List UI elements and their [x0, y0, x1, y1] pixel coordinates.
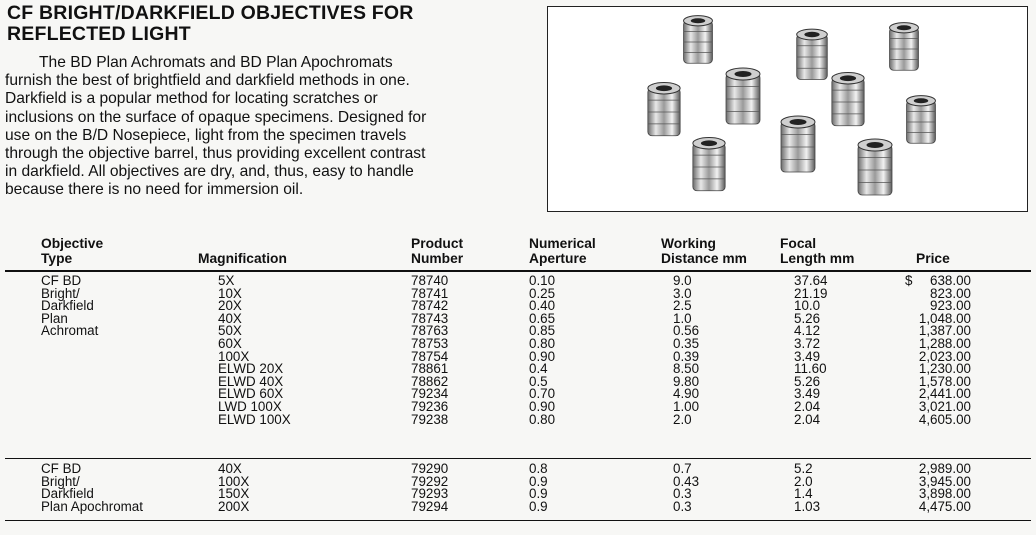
focal-length-cell: 2.04 [794, 411, 821, 427]
magnification-cell: LWD 100X [218, 398, 282, 414]
objective-type-line: CF BD [41, 461, 82, 476]
focal-length-cell: 3.49 [794, 386, 821, 402]
objective-lens-icon [890, 23, 919, 71]
objective-type-line: Plan [41, 310, 68, 326]
product-number-cell: 79294 [411, 498, 449, 514]
product-number-cell: 78862 [411, 373, 449, 389]
focal-length-cell: 37.64 [794, 273, 828, 288]
focal-length-cell: 2.04 [794, 398, 821, 414]
working-distance-cell: 9.80 [673, 373, 700, 389]
price-cell: 2,989.00 [918, 461, 971, 476]
focal-length-cell: 5.26 [794, 310, 821, 326]
focal-length-cell: 3.72 [794, 335, 821, 351]
focal-length-cell: 5.2 [794, 461, 813, 476]
wd-column [673, 275, 699, 426]
magnification-column [218, 463, 249, 513]
objective-lens-icon [781, 116, 815, 172]
focal-length-cell: 2.0 [794, 473, 813, 489]
header-focal-length: Focal Length mm [780, 236, 855, 266]
price-column [885, 275, 971, 426]
objective-type-line: Plan Apochromat [41, 498, 143, 514]
numerical-aperture-cell: 0.80 [529, 335, 556, 351]
price-cell: 3,021.00 [918, 398, 971, 414]
focal-length-cell: 10.0 [794, 298, 821, 314]
working-distance-cell: 2.5 [673, 298, 692, 314]
numerical-aperture-cell: 0.4 [529, 361, 548, 377]
magnification-cell: ELWD 100X [218, 411, 291, 427]
objective-lens-icon [832, 73, 864, 126]
na-column [529, 463, 548, 513]
working-distance-cell: 4.90 [673, 386, 700, 402]
numerical-aperture-cell: 0.8 [529, 461, 548, 476]
product-column [411, 463, 448, 513]
product-number-cell: 79234 [411, 386, 449, 402]
price-cell: 1,048.00 [918, 310, 971, 326]
focal-length-cell: 1.4 [794, 486, 813, 502]
product-number-cell: 78742 [411, 298, 449, 314]
intro-line: Darkfield is a popular method for locating scratches or [5, 90, 378, 108]
product-number-cell: 79292 [411, 473, 449, 489]
header-rule [5, 270, 1031, 272]
price-column [885, 463, 971, 513]
objective-type-line: Darkfield [41, 298, 94, 314]
price-cell: 1,578.00 [918, 373, 971, 389]
intro-line: through the objective barrel, thus providing excellent contrast [5, 145, 426, 163]
product-number-cell: 78743 [411, 310, 449, 326]
working-distance-cell: 3.0 [673, 285, 692, 301]
table-header [5, 234, 1031, 270]
magnification-cell: 40X [218, 310, 242, 326]
magnification-cell: 50X [218, 323, 242, 339]
product-number-cell: 78861 [411, 361, 449, 377]
focal-length-cell: 1.03 [794, 498, 821, 514]
price-cell: 4,475.00 [918, 498, 971, 514]
objective-lens-icon [648, 83, 680, 136]
intro-line: furnish the best of brightfield and darkfield methods in one. [5, 72, 410, 90]
header-objective-type: Objective Type [41, 236, 104, 266]
numerical-aperture-cell: 0.9 [529, 498, 548, 514]
product-number-cell: 79238 [411, 411, 449, 427]
numerical-aperture-cell: 0.80 [529, 411, 556, 427]
magnification-cell: 100X [218, 473, 250, 489]
price-cell: 2,023.00 [918, 348, 971, 364]
product-number-cell: 79290 [411, 461, 449, 476]
product-number-cell: 78741 [411, 285, 449, 301]
intro-line: The BD Plan Achromats and BD Plan Apochromats [39, 54, 393, 71]
heading-line-2: REFLECTED LIGHT [7, 23, 191, 45]
numerical-aperture-cell: 0.90 [529, 348, 556, 364]
objective-lens-icon [693, 138, 725, 191]
working-distance-cell: 0.43 [673, 473, 700, 489]
numerical-aperture-cell: 0.85 [529, 323, 556, 339]
heading-line-1: CF BRIGHT/DARKFIELD OBJECTIVES FOR [7, 2, 414, 24]
objective-type-line: Darkfield [41, 486, 94, 502]
working-distance-cell: 0.35 [673, 335, 700, 351]
product-number-cell: 78753 [411, 335, 449, 351]
price-cell: 3,898.00 [918, 486, 971, 502]
numerical-aperture-cell: 0.70 [529, 386, 556, 402]
table-bottom-rule [5, 520, 1031, 521]
working-distance-cell: 2.0 [673, 411, 692, 427]
magnification-cell: 5X [218, 273, 235, 288]
wd-column [673, 463, 699, 513]
objective-type-line: Bright/ [41, 473, 80, 489]
numerical-aperture-cell: 0.9 [529, 486, 548, 502]
numerical-aperture-cell: 0.25 [529, 285, 556, 301]
na-column [529, 275, 555, 426]
product-number-cell: 79293 [411, 486, 449, 502]
magnification-cell: ELWD 60X [218, 386, 284, 402]
intro-line: because there is no need for immersion oil. [5, 181, 304, 199]
microscope-objectives-photo-icon [548, 7, 1027, 211]
magnification-cell: ELWD 20X [218, 361, 284, 377]
magnification-column [218, 275, 291, 426]
header-magnification: Magnification [198, 251, 287, 266]
objective-lens-icon [907, 96, 936, 144]
objective-type-line: Bright/ [41, 285, 80, 301]
working-distance-cell: 1.0 [673, 310, 692, 326]
magnification-cell: 10X [218, 285, 242, 301]
objective-type-line: Achromat [41, 323, 99, 339]
price-cell: 4,605.00 [918, 411, 971, 427]
price-cell: 3,945.00 [918, 473, 971, 489]
numerical-aperture-cell: 0.90 [529, 398, 556, 414]
price-cell: 1,387.00 [918, 323, 971, 339]
focal-column [794, 463, 820, 513]
magnification-cell: 150X [218, 486, 250, 502]
product-number-cell: 79236 [411, 398, 449, 414]
magnification-cell: ELWD 40X [218, 373, 284, 389]
objective-lens-icon [858, 139, 892, 195]
working-distance-cell: 0.39 [673, 348, 700, 364]
intro-line: inclusions on the surface of opaque specimens. Designed for [5, 108, 427, 126]
focal-length-cell: 4.12 [794, 323, 821, 339]
price-cell: 2,441.00 [918, 386, 971, 402]
focal-length-cell: 5.26 [794, 373, 821, 389]
working-distance-cell: 0.7 [673, 461, 692, 476]
header-numerical-aperture: Numerical Aperture [529, 236, 596, 266]
header-product-number: Product Number [411, 236, 464, 266]
objectives-photo [547, 6, 1028, 212]
objective-lens-icon [726, 68, 760, 124]
numerical-aperture-cell: 0.40 [529, 298, 556, 314]
working-distance-cell: 0.3 [673, 486, 692, 502]
header-working-distance: Working Distance mm [661, 236, 747, 266]
currency-symbol: $ [905, 273, 913, 288]
working-distance-cell: 0.56 [673, 323, 700, 339]
objective-type-cell [41, 275, 98, 338]
objective-lens-icon [684, 16, 713, 64]
intro-line: in darkfield. All objectives are dry, and, thus, easy to handle [5, 163, 414, 181]
page-heading [7, 3, 527, 45]
header-price: Price [916, 251, 950, 266]
focal-length-cell: 11.60 [794, 361, 827, 377]
numerical-aperture-cell: 0.9 [529, 473, 548, 489]
numerical-aperture-cell: 0.10 [529, 273, 556, 288]
numerical-aperture-cell: 0.65 [529, 310, 556, 326]
magnification-cell: 60X [218, 335, 242, 351]
objective-type-cell [41, 463, 143, 513]
intro-paragraph [5, 54, 540, 200]
price-cell: 1,230.00 [918, 361, 971, 377]
objective-type-line: CF BD [41, 273, 82, 288]
working-distance-cell: 8.50 [673, 361, 700, 377]
focal-length-cell: 21.19 [794, 285, 828, 301]
price-cell: 923.00 [930, 298, 971, 314]
group-rule [5, 458, 1031, 459]
magnification-cell: 100X [218, 348, 250, 364]
product-number-cell: 78763 [411, 323, 449, 339]
price-cell: 1,288.00 [918, 335, 971, 351]
product-number-cell: 78754 [411, 348, 449, 364]
working-distance-cell: 0.3 [673, 498, 692, 514]
product-column [411, 275, 448, 426]
price-cell: 823.00 [930, 285, 971, 301]
magnification-cell: 20X [218, 298, 242, 314]
objective-lens-icon [797, 29, 828, 79]
working-distance-cell: 9.0 [673, 273, 692, 288]
intro-line: use on the B/D Nosepiece, light from the specimen travels [5, 126, 407, 144]
product-number-cell: 78740 [411, 273, 449, 288]
price-cell: 638.00 [930, 273, 971, 288]
magnification-cell: 40X [218, 461, 242, 476]
focal-length-cell: 3.49 [794, 348, 821, 364]
focal-column [794, 275, 828, 426]
working-distance-cell: 1.00 [673, 398, 700, 414]
numerical-aperture-cell: 0.5 [529, 373, 548, 389]
magnification-cell: 200X [218, 498, 250, 514]
